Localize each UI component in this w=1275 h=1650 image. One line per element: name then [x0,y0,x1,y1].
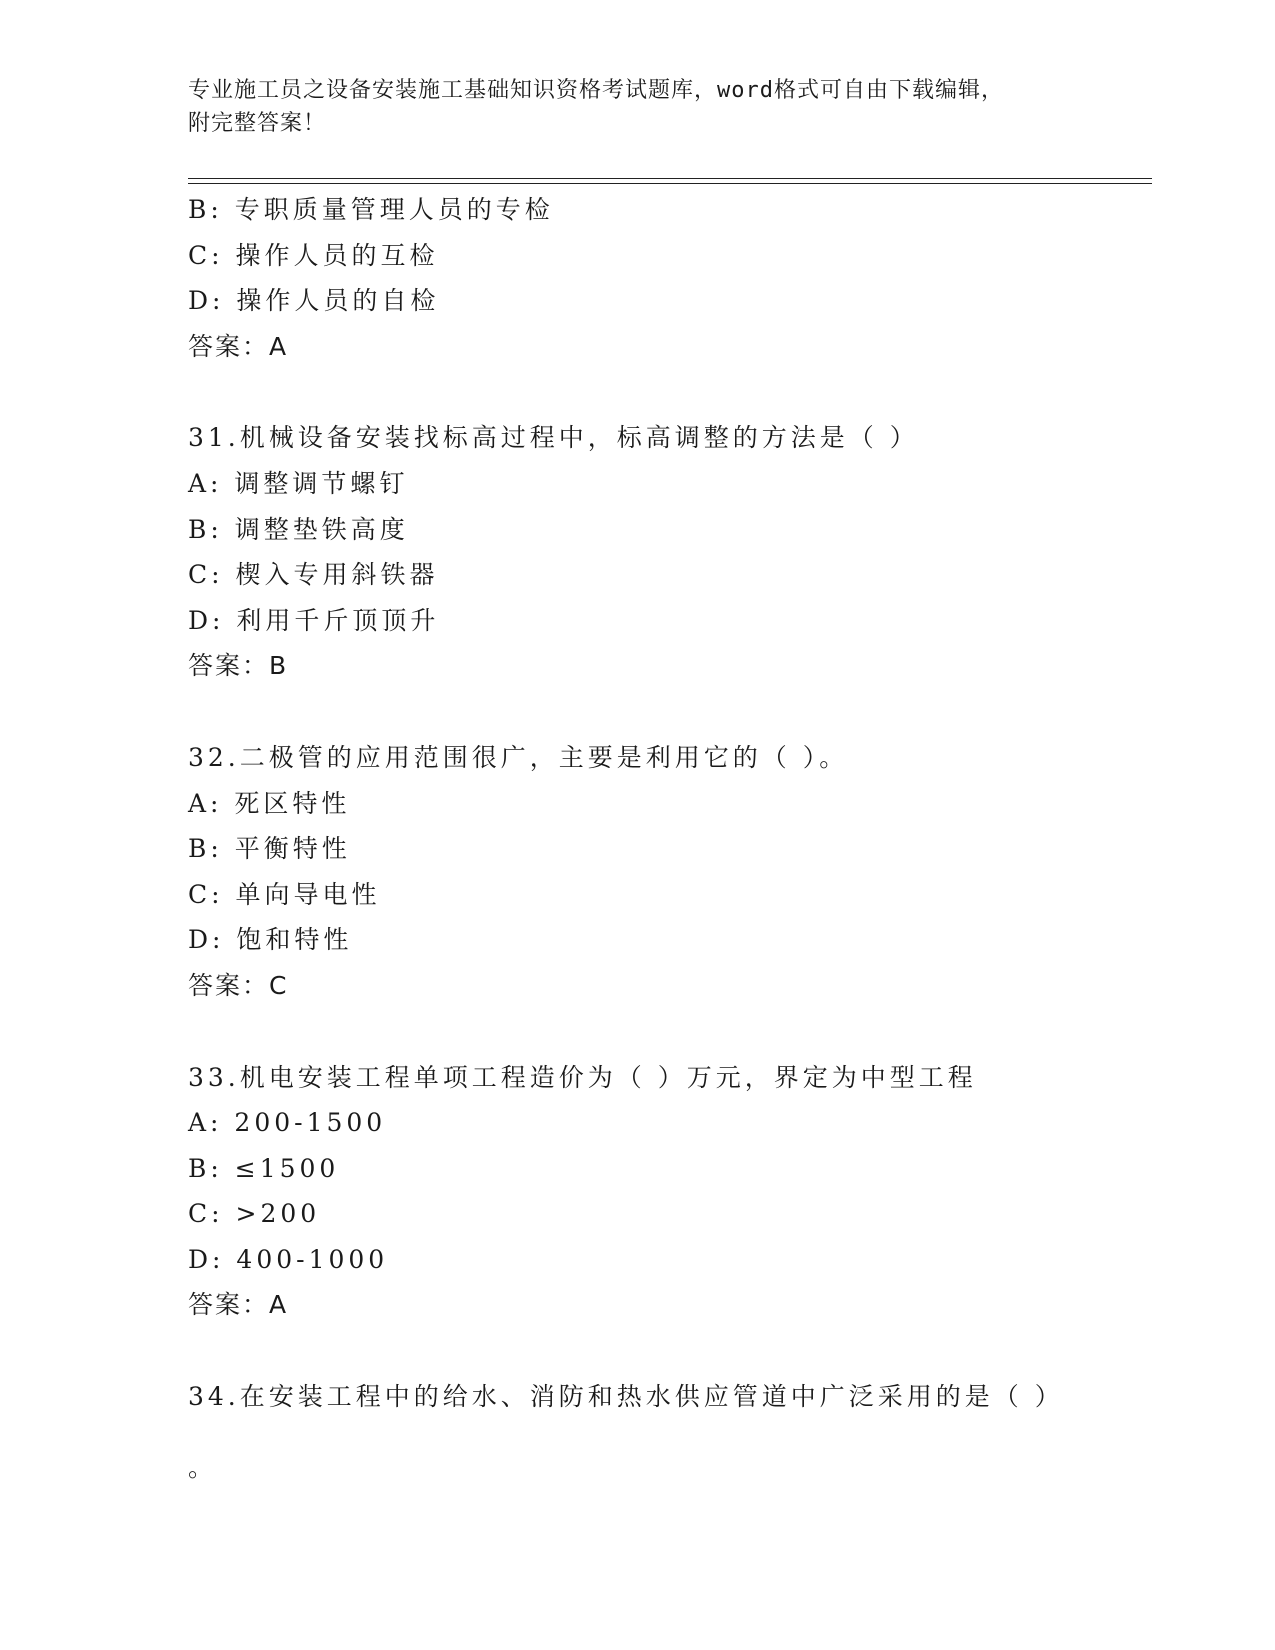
question-text-continuation: 。 [188,1452,218,1482]
option-c: C: >200 [188,1199,321,1229]
question-text: 34.在安装工程中的给水、消防和热水供应管道中广泛采用的是（ ） [188,1382,1064,1412]
option-c: C: 单向导电性 [188,879,381,909]
option-d: D: 饱和特性 [188,925,353,955]
question-content [188,187,1148,1515]
option-d: D: 利用千斤顶顶升 [188,605,440,635]
option-b: B: 专职质量管理人员的专检 [188,195,554,224]
question-32 [188,735,1148,1009]
header-line-2: 附完整答案！ [188,111,327,136]
option-a: A: 调整调节螺钉 [188,468,409,498]
question-text: 31.机械设备安装找标高过程中，标高调整的方法是（ ） [188,423,919,453]
carryover-block [188,187,1148,369]
option-b: B: ≤1500 [188,1153,340,1183]
option-b: B: 调整垫铁高度 [188,514,409,544]
option-d: D: 操作人员的自检 [188,286,440,316]
option-c: C: 操作人员的互检 [188,240,439,270]
question-text: 32.二极管的应用范围很广，主要是利用它的（ ）。 [188,742,849,772]
question-31 [188,415,1148,689]
question-text: 33.机电安装工程单项工程造价为（ ）万元，界定为中型工程 [188,1062,977,1092]
option-a: A: 200-1500 [188,1108,387,1138]
question-33 [188,1055,1148,1329]
answer-line: 答案：B [188,651,289,681]
question-34 [188,1374,1148,1490]
answer-line: 答案：C [188,970,289,1000]
answer-line: 答案：A [188,1290,289,1320]
option-a: A: 死区特性 [188,788,351,818]
header-line-1: 专业施工员之设备安装施工基础知识资格考试题库，word格式可自由下载编辑， [188,78,1004,103]
option-b: B: 平衡特性 [188,834,351,864]
header-divider-top [188,178,1152,179]
option-d: D: 400-1000 [188,1244,389,1274]
header-divider-bottom [188,183,1152,184]
option-c: C: 楔入专用斜铁器 [188,560,439,590]
answer-line: 答案：A [188,331,289,361]
document-header [188,74,1088,140]
